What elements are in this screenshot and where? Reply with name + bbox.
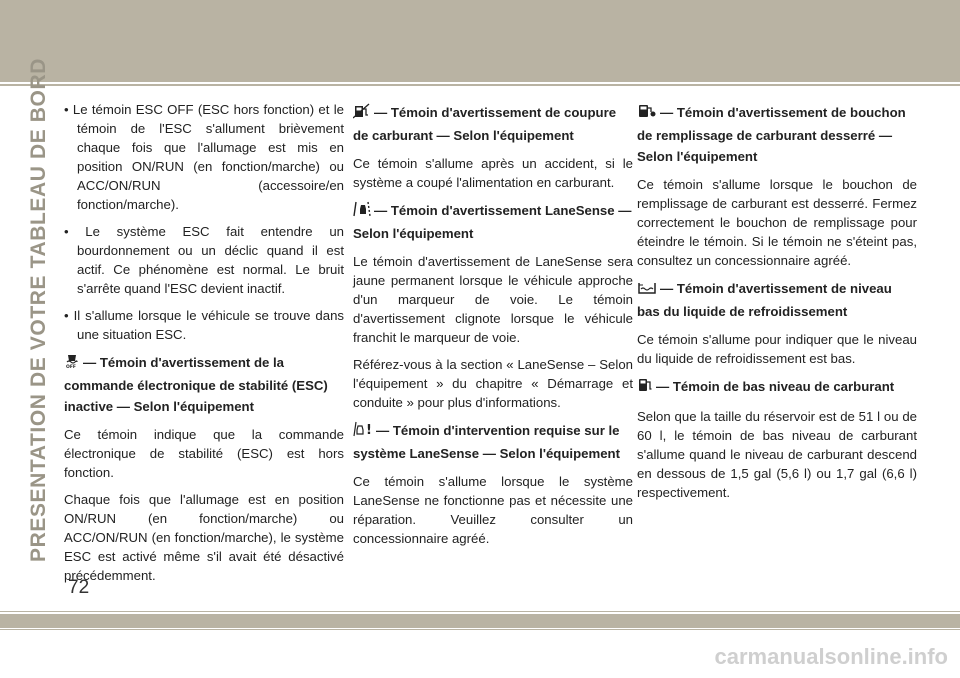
column-1 — [64, 100, 344, 593]
column-3 — [637, 100, 917, 510]
page-number: 72 — [68, 577, 90, 598]
coolant-heading-text: — Témoin d'avertissement de niveau bas du liquide de refroidissement — [637, 281, 892, 319]
footer-rule-bottom — [0, 629, 960, 630]
fuel-cap-heading — [637, 102, 917, 167]
svg-text:OFF: OFF — [66, 365, 76, 369]
lanesense-service-heading — [353, 420, 633, 464]
lanesense-paragraph-1: Le témoin d'avertissement de LaneSense sera jaune permanent lorsque le véhicule approche d'un marqueur de voie. Le témoin d'avertissement clignote lorsque le véhicule franchit le marqueur de voie. — [353, 254, 633, 345]
esc-off-heading — [64, 352, 344, 417]
low-fuel-heading-text: — Témoin de bas niveau de carburant — [656, 379, 895, 394]
bullet-esc-off-lamp: • Le témoin ESC OFF (ESC hors fonction) et le témoin de l'ESC s'allument brièvement chaque fois que l'allumage est mis en position ON/RUN (en fonction/marche) ou ACC/ON/RUN (accessoire/en fonction/marche). — [64, 102, 344, 212]
lanesense-heading-text: — Témoin d'avertissement LaneSense — Selon l'équipement — [353, 203, 632, 241]
fuel-cutoff-heading-text: — Témoin d'avertissement de coupure de carburant — Selon l'équipement — [353, 105, 617, 143]
low-fuel-heading — [637, 376, 917, 399]
bullet-esc-situation: • Il s'allume lorsque le véhicule se trouve dans une situation ESC. — [64, 308, 344, 342]
coolant-heading — [637, 278, 917, 322]
esc-off-paragraph-2: Chaque fois que l'allumage est en position ON/RUN (en fonction/marche) ou ACC/ON/RUN (en fonction/marche), le système ESC est activé même s'il avait été désactivé précédemment. — [64, 492, 344, 583]
coolant-level-icon — [637, 279, 657, 301]
lanesense-paragraph-2: Référez-vous à la section « LaneSense – Selon l'équipement » du chapitre « Démarrage et conduite » pour plus d'informations. — [353, 357, 633, 410]
esc-off-paragraph-1: Ce témoin indique que la commande électronique de stabilité (ESC) est hors fonction. — [64, 427, 344, 480]
footer-band — [0, 614, 960, 628]
fuel-cutoff-paragraph: Ce témoin s'allume après un accident, si le système a coupé l'alimentation en carburant. — [353, 156, 633, 190]
bullet-esc-noise: • Le système ESC fait entendre un bourdonnement ou un déclic quand il est actif. Ce phénomène est normal. Le bruit s'arrête quand l'ESC devient inactif. — [64, 224, 344, 296]
coolant-paragraph: Ce témoin s'allume pour indiquer que le niveau du liquide de refroidissement est bas. — [637, 332, 917, 366]
header-band — [0, 0, 960, 82]
svg-text:!: ! — [366, 423, 372, 437]
lanesense-service-heading-text: — Témoin d'intervention requise sur le système LaneSense — Selon l'équipement — [353, 423, 620, 461]
esc-off-heading-text: — Témoin d'avertissement de la commande électronique de stabilité (ESC) inactive — Selon l'équipement — [64, 355, 328, 414]
column-2 — [353, 100, 633, 556]
fuel-cutoff-heading — [353, 102, 633, 146]
esc-off-icon — [64, 353, 80, 375]
low-fuel-paragraph: Selon que la taille du réservoir est de 51 l ou de 60 l, le témoin de bas niveau de carburant s'allume quand le niveau de carburant descend en dessous de 1,5 gal (5,6 l) ou 1,7 gal (6,6 l) respectivement. — [637, 409, 917, 500]
lanesense-heading — [353, 200, 633, 244]
watermark: carmanualsonline.info — [714, 644, 948, 669]
lanesense-icon — [353, 201, 371, 223]
fuel-cap-paragraph: Ce témoin s'allume lorsque le bouchon de remplissage de carburant est desserré. Fermez correctement le bouchon de remplissage pour éteindre le témoin. Si le témoin ne s'éteint pas, consultez un concessionnaire agréé. — [637, 177, 917, 268]
lanesense-service-paragraph: Ce témoin s'allume lorsque le système LaneSense ne fonctionne pas et nécessite une réparation. Veuillez consulter un concessionnaire agréé. — [353, 474, 633, 546]
fuel-cap-heading-text: — Témoin d'avertissement de bouchon de remplissage de carburant desserré — Selon l'équipement — [637, 105, 906, 164]
footer-rule-top — [0, 611, 960, 612]
fuel-cutoff-icon — [353, 103, 371, 125]
side-section-title — [26, 57, 52, 563]
side-title-text: PRESENTATION DE VOTRE TABLEAU DE BORD — [27, 57, 50, 563]
lanesense-service-icon — [353, 421, 373, 443]
low-fuel-icon — [637, 377, 653, 399]
header-rule — [0, 84, 960, 86]
loose-fuel-cap-icon — [637, 103, 657, 125]
